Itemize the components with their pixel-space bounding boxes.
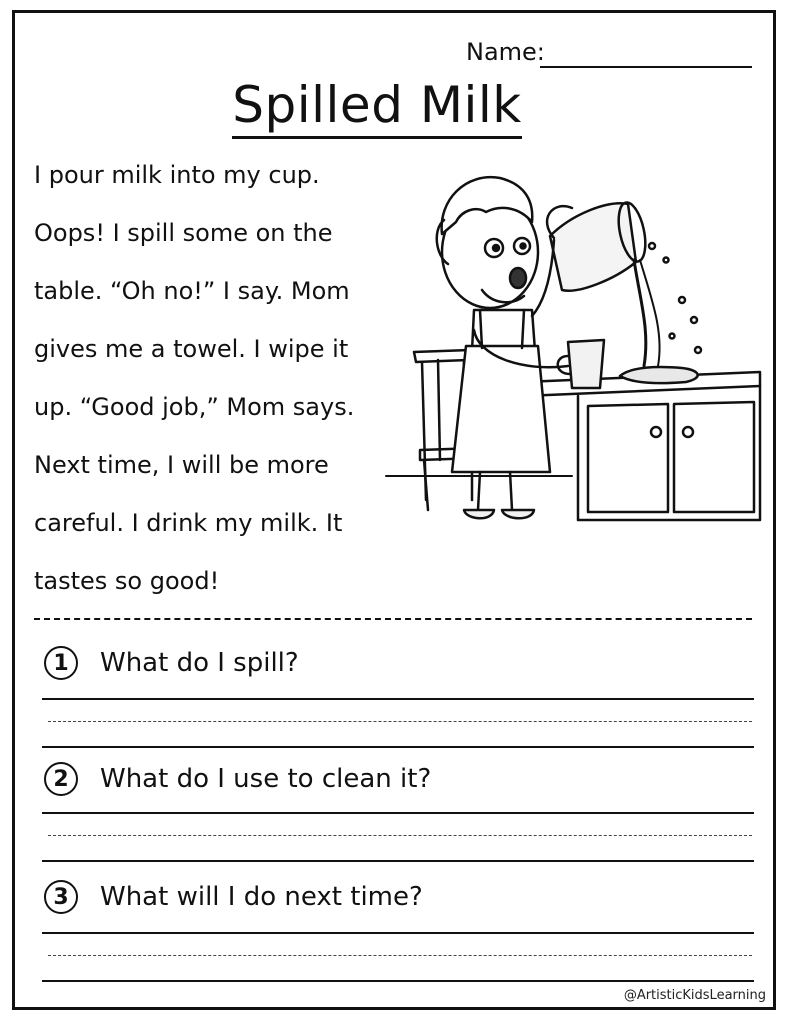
story-line: I pour milk into my cup.: [34, 161, 320, 189]
story-line: up. “Good job,” Mom says.: [34, 393, 355, 421]
story-text: [34, 156, 394, 620]
question-3: [44, 880, 423, 914]
answer-line[interactable]: [42, 932, 754, 934]
page-title: Spilled Milk: [232, 76, 522, 134]
answer-line[interactable]: [42, 812, 754, 814]
question-1: [44, 646, 299, 680]
story-line: Oops! I spill some on the: [34, 219, 333, 247]
question-text: What will I do next time?: [100, 882, 423, 912]
name-label: Name:: [466, 38, 545, 66]
question-number-badge: 2: [44, 762, 78, 796]
question-text: What do I spill?: [100, 648, 299, 678]
answer-baseline[interactable]: [42, 860, 754, 862]
counter-icon: [524, 372, 760, 520]
answer-line[interactable]: [42, 698, 754, 700]
section-divider: [34, 618, 752, 620]
answer-guide-line: [48, 721, 752, 722]
credit-text: @ArtisticKidsLearning: [623, 988, 766, 1003]
answer-guide-line: [48, 835, 752, 836]
story-line: Next time, I will be more: [34, 451, 329, 479]
answer-baseline[interactable]: [42, 980, 754, 982]
story-line: careful. I drink my milk. It: [34, 509, 343, 537]
story-line: tastes so good!: [34, 567, 220, 595]
question-number-badge: 1: [44, 646, 78, 680]
answer-guide-line: [48, 955, 752, 956]
title-underline: [232, 136, 522, 139]
question-text: What do I use to clean it?: [100, 764, 432, 794]
story-line: gives me a towel. I wipe it: [34, 335, 349, 363]
name-write-line[interactable]: [540, 66, 752, 68]
story-line: table. “Oh no!” I say. Mom: [34, 277, 350, 305]
answer-baseline[interactable]: [42, 746, 754, 748]
question-number-badge: 3: [44, 880, 78, 914]
question-2: [44, 762, 431, 796]
boy-spilling-milk-illustration: [382, 160, 762, 540]
